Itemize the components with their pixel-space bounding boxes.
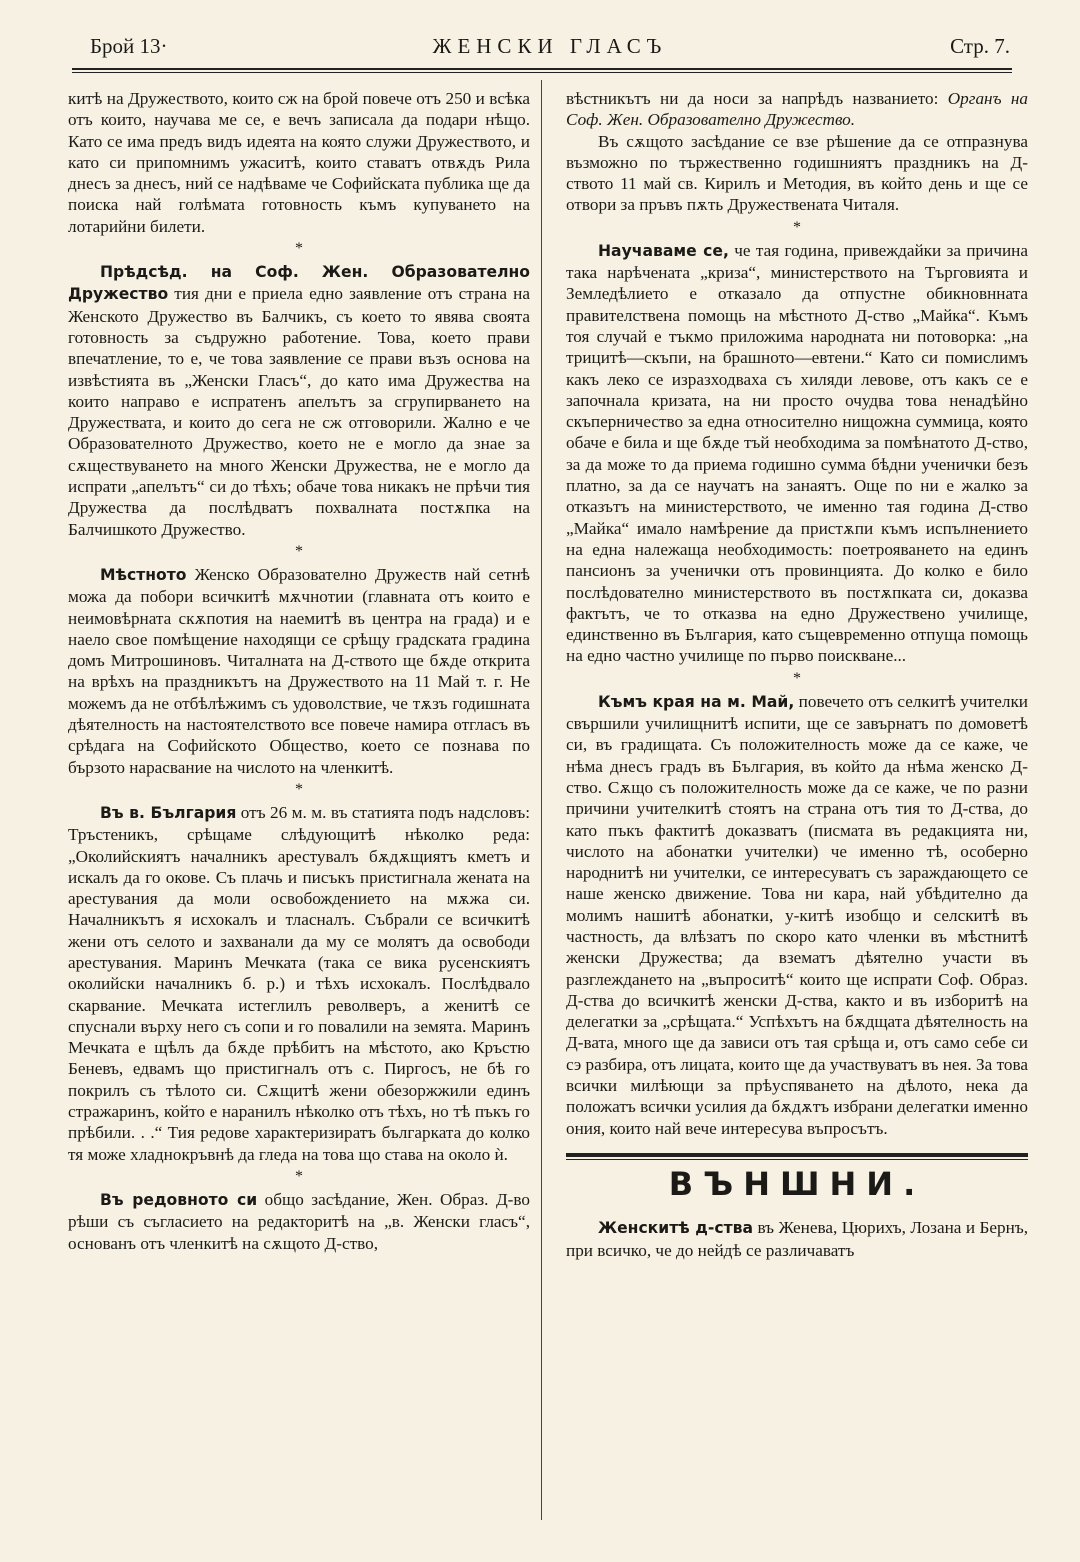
- article-body: въ Женева, Цюрихъ, Лозана и Бернъ, при всичко, че до нейдѣ се различаватъ: [566, 1218, 1029, 1260]
- article-teachers: [566, 691, 1028, 1139]
- issue-number: Брой 13·: [90, 34, 168, 58]
- article-continuation: [566, 88, 1028, 131]
- article-body: Женско Образователно Дружеств най сетнѣ можа да побори всичкитѣ мѫчнотии (главната отъ които е неимовѣрната скѫпотия на наемитѣ въ центра на града) и е наело свое помѣщение находящи се срѣщу градската градина домъ Митрошиновъ. Читалната на Д-ството ще бѫде открита на врѣхъ на праздникътъ на Дружеството на 11 Май т. г. Не можемъ да не отбѣлѣжимъ съ удоволствие, че тѫзъ годишната дѣятелность на настоятелството все повече намира отгласъ въ срѣдага на Софийското Общество, което се познава по бързото нарасвание на числото на членкитѣ.: [68, 564, 530, 777]
- separator-asterisk: *: [295, 240, 303, 258]
- article-local-society: [68, 564, 530, 778]
- left-column: [68, 88, 530, 1254]
- article-body: общо засѣдание, Жен. Образ. Д-во рѣши съ съгласието на редакторитѣ на „в. Женски гласъ“, основанъ отъ членкитѣ на сѫщото Д-ство,: [68, 1189, 530, 1253]
- separator-asterisk: *: [793, 669, 801, 687]
- article-body: отъ 26 м. м. въ статията подъ надсловъ: Тръстеникъ, срѣщаме слѣдующитѣ нѣколко реда: „Околийскиятъ началникъ арестувалъ бѫдѫщиятъ кметъ и искалъ да го окове. Съ плачь и писъкъ пристигнала жената на арестувания да моли освобождението на мѫжа си. Началникътъ я исхокалъ и тласналъ. Събрали се всичкитѣ жени отъ селото и захванали да му се молятъ да освободи арестувания. Маринъ Мечката (така се вика русенскиятъ околийски началникъ б. р.) и тѣхъ исхокалъ. Послѣдвало скарвание. Мечката истеглилъ револверъ, а женитѣ се спуснали върху него съ сопи и го повалили на земята. Маринъ Мечката е щѣлъ да бѫде прѣбитъ на мѣстото, ако Кръстю Беневъ, едвамъ що пристигналъ отъ с. Пиргосъ, не бѣ го покрилъ съ тѣлото си. Сѫщитѣ жени обезоржжили единъ стражаринъ, който е наранилъ нѣколко отъ тѣхъ, но тѣ пъкъ го прѣбили. . .“ Тия редове характеризиратъ българката до колко тя може хладнокръвнѣ да гледа на това що става на около ѝ.: [68, 802, 530, 1164]
- article-crisis: [566, 240, 1028, 667]
- article-general-meeting: [68, 1189, 530, 1254]
- header-rule: [72, 68, 1012, 70]
- separator-asterisk: *: [295, 542, 303, 560]
- article-foreign-societies: [566, 1217, 1028, 1261]
- column-divider: [541, 80, 542, 1520]
- section-rule: [566, 1153, 1028, 1160]
- article-anniversary: Въ сѫщото засѣдание се взе рѣшение да се отпразнува възможно по тържественно годишниятъ праздникъ на Д-ството 11 май св. Кирилъ и Методия, въ който день и ще се отвори за пръвъ пѫть Дружествената Читаля.: [566, 131, 1028, 215]
- right-column: [566, 88, 1028, 1261]
- article-body: вѣстникътъ ни да носи за напрѣдъ названието:: [566, 89, 948, 108]
- article-trastenik: [68, 802, 530, 1165]
- article-continuation: китѣ на Дружеството, които сж на брой повече отъ 250 и всѣка отъ които, научава ме се, е вечъ записала да подари нѣщо. Като се има предъ видъ идеята на която служи Дружеството, и като си припомнимъ ужаситѣ, които ставатъ отвѫдъ Рила днесъ за днесъ, ний се надѣваме че Софийската публика ще да поиска най голѣмата готовность къмъ купуването на лотарийни билети.: [68, 89, 530, 236]
- article-body: че тая година, привеждайки за причина така нарѣчената „криза“, министерството на Търговията и Земледѣлието е отказало да отпустне обикновнната правителствена помощь на мѣстното Д-ство „Майка“. Къмъ тоя случай е тъкмо приложима народната ни потоворка: „на трицитѣ—скъпи, на брашното—евтени.“ Като си помислимъ какъ леко се изразходваха съ хиляди левове, отъ какъ се е започнала кризата, на ни просто очудва това ненадѣйно скъперничество за една относително нищожна суммица, която обаче е била и ще бѫде тъй необходима за помѣнатото Д-ство, за да може то да приема годишно сумма бѣдни ученички безъ платно, за да се научатъ на занаятъ. Още по ни е жалко за отказътъ на министерството, че именно тая година Д-ство „Майка“ имало намѣрение да пристѫпи къмъ испълнението на една належаща необходимость: поетрояването на единъ пансионъ за ученички отъ провинцията. До колко е било послѣдователно министерството въ постѫпката си, доказва фактътъ, че то отказва на едно Дружествено училище, единственно въ България, като същевременно отпуща помощь на едно частно училище по първо поискване...: [566, 240, 1028, 666]
- separator-asterisk: *: [295, 1167, 303, 1185]
- article-lead: Къмъ края на м. Май,: [598, 692, 795, 711]
- masthead-title: ЖЕНСКИ ГЛАСЪ: [432, 34, 668, 58]
- article-body: тия дни е приела едно заявление отъ страна на Женското Дружество въ Балчикъ, съ което то явява своята готовность за съдружно работение. Това, което прави впечатление, то е, че това заявление се прави възъ основа на извѣстията въ „Женски Гласъ“, до като има Дружества на които направо е испратенъ апелътъ за сгрупирването на Дружествата, и които до сега не сж отговорили. Жално е че Образователното Дружество, което не е могло да знае за сѫществуването на много Женски Дружества, не е могло да испрати „апелътъ“ си до тѣхъ; обаче това никакъ не прѣчи тия Дружества да послѣдватъ похвалната постѫпка на Балчишкото Дружество.: [68, 284, 530, 539]
- article-lead: Мѣстното: [100, 565, 187, 584]
- section-title: ВЪНШНИ.: [668, 1164, 926, 1203]
- organ-title: Органъ на Соф. Жен. Образователно Дружество.: [566, 89, 1028, 130]
- article-balchik: [68, 261, 530, 540]
- article-lead: Научаваме се,: [598, 241, 729, 260]
- article-lead: Прѣдсѣд. на Соф. Жен. Образователно Дружество: [68, 263, 530, 304]
- page-number: Стр. 7.: [950, 34, 1010, 58]
- article-lead: Въ в. България: [100, 803, 237, 822]
- page-header: [90, 30, 1010, 66]
- header-rule-thin: [72, 72, 1012, 73]
- article-lead: Женскитѣ д-ства: [598, 1219, 754, 1238]
- separator-asterisk: *: [793, 218, 801, 236]
- separator-asterisk: *: [295, 780, 303, 798]
- article-body: повечето отъ селкитѣ учителки свършили училищнитѣ испити, ще се завърнатъ по домоветѣ си, въ градищата. Съ положителность може да се каже, че нѣма днесъ градъ въ България, въ който да нѣма женско Д-ство. Сѫщо съ положителность може да се каже, че по разни причини учителкитѣ стоятъ на страна отъ тия то Д-ства, до като пъкъ фактитѣ доказватъ (писмата въ редакцията ни, числото на абонатки учителки) че именно тѣ, особерно народнитѣ ни учителки, се интересуватъ съ зараждающето се наше женско движение. Това ни кара, най убѣдително да молимъ нашитѣ абонатки, у-китѣ изобщо и селскитѣ въ частность, да влѣзатъ по скоро като членки въ мѣстнитѣ женски Дружества; да взематъ дѣятелно участи въ разглеждането на „въпроситѣ“ които ще испрати Соф. Образ. Д-ства до всичкитѣ женски Д-ства, както и въ изборитѣ на делегатки за „срѣщата.“ Успѣхътъ на бѫдщата дѣятелность на Д-вата, много ще да зависи отъ тая срѣща и, отъ само себе си сэ разбира, отъ лицата, които ще да участвуватъ въ нея. За това всички милѣющи за прѣуспяването на дѣлото, нека да положатъ всички усилия да бѫдѫтъ избрани делегатки именно ония, които най вече интересува въпросътъ.: [566, 691, 1028, 1138]
- article-lead: Въ редовното си: [100, 1190, 258, 1209]
